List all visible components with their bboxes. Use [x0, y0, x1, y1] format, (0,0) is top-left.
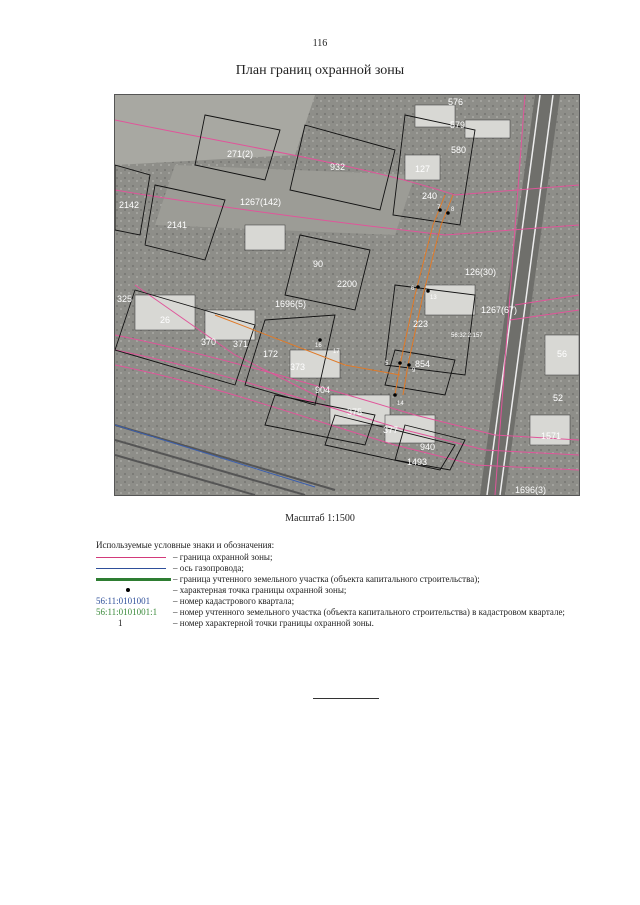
- parcel-label: 127: [415, 164, 431, 174]
- point-label: 13: [430, 295, 437, 301]
- point-label: 14: [397, 401, 404, 407]
- legend: [96, 540, 596, 629]
- legend-text: – граница учтенного земельного участка (объекта капитального строительства);: [173, 574, 480, 584]
- parcel-label: 126(30): [465, 267, 497, 277]
- parcel-label: 1493: [407, 457, 428, 467]
- footer-divider: [313, 698, 379, 699]
- parcel-label: 172: [263, 349, 279, 359]
- legend-item-quarter-number: [96, 596, 596, 607]
- blue-line-icon: [96, 568, 166, 569]
- field-area: [155, 165, 415, 235]
- pink-line-icon: [96, 557, 166, 558]
- field-area: [115, 95, 315, 165]
- legend-item-parcel-number: [96, 607, 596, 618]
- parcel-label: 1267(67): [481, 305, 518, 315]
- legend-text: – номер кадастрового квартала;: [173, 596, 295, 606]
- legend-heading: Используемые условные знаки и обозначения:: [96, 540, 275, 550]
- legend-code: 1: [118, 618, 123, 628]
- parcel-label: 52: [553, 393, 564, 403]
- parcel-label: 26: [160, 315, 171, 325]
- parcel-label: 377: [383, 425, 399, 435]
- aerial-map: [114, 94, 580, 496]
- parcel-label: 375: [347, 407, 363, 417]
- parcel-label: 579: [450, 120, 466, 130]
- legend-item-pipeline-axis: [96, 563, 596, 574]
- page-title: План границ охранной зоны: [235, 63, 405, 78]
- legend-text: – ось газопровода;: [173, 563, 244, 573]
- legend-code: 56:11:0101001:1: [96, 607, 158, 617]
- point-label: 6: [411, 286, 415, 292]
- legend-item-point-number: [96, 618, 596, 629]
- legend-text: – граница охранной зоны;: [173, 552, 273, 562]
- point-label: 9: [412, 368, 416, 374]
- point-label: 5: [385, 361, 389, 367]
- parcel-label: 576: [448, 97, 464, 107]
- legend-key: [96, 552, 171, 563]
- legend-text: – номер учтенного земельного участка (объекта капитального строительства) в кадастровом квартале;: [173, 607, 565, 617]
- parcel-label: 370: [201, 337, 217, 347]
- parcel-label: 580: [451, 145, 467, 155]
- legend-text: – номер характерной точки границы охранной зоны.: [173, 618, 374, 628]
- parcel-label: 325: [117, 294, 133, 304]
- parcel-label: 904: [315, 385, 331, 395]
- legend-item-point: [96, 585, 596, 596]
- legend-code: 56:11:0101001: [96, 596, 151, 606]
- legend-key: [96, 574, 171, 585]
- parcel-label: 240: [422, 191, 438, 201]
- map-canvas: [115, 95, 579, 495]
- parcel-label: 2200: [337, 279, 358, 289]
- parcel-label: 2141: [167, 220, 188, 230]
- legend-key: [96, 585, 171, 596]
- parcel-label: 1571: [541, 431, 562, 441]
- dot-icon: [126, 588, 130, 592]
- point-label: 8: [451, 207, 455, 213]
- point-label: 7: [437, 205, 441, 211]
- parcel-label: 854: [415, 359, 431, 369]
- parcel-label: 56:32:2.157: [451, 333, 483, 339]
- point-label: 17: [333, 349, 340, 355]
- parcel-label: 932: [330, 162, 346, 172]
- legend-key: [96, 563, 171, 574]
- legend-item-zone-boundary: [96, 552, 596, 563]
- parcel-label: 373: [290, 362, 306, 372]
- parcel-label: 271(2): [227, 149, 254, 159]
- parcel-label: 56: [557, 349, 568, 359]
- parcel-label: 1267(142): [240, 197, 282, 207]
- parcel-label: 371: [233, 339, 249, 349]
- parcel-label: 1696(5): [275, 299, 307, 309]
- point-label: 16: [315, 343, 322, 349]
- parcel-label: 2142: [119, 200, 140, 210]
- parcel-label: 223: [413, 319, 429, 329]
- parcel-label: 940: [420, 442, 436, 452]
- legend-item-parcel-boundary: [96, 574, 596, 585]
- parcel-label: 90: [313, 259, 324, 269]
- legend-key: [96, 618, 171, 629]
- parcel-label: 1696(3): [515, 485, 547, 495]
- page-number: 116: [312, 38, 328, 49]
- map-scale: Масштаб 1:1500: [285, 513, 355, 524]
- green-line-icon: [96, 578, 171, 581]
- legend-text: – характерная точка границы охранной зоны;: [173, 585, 347, 595]
